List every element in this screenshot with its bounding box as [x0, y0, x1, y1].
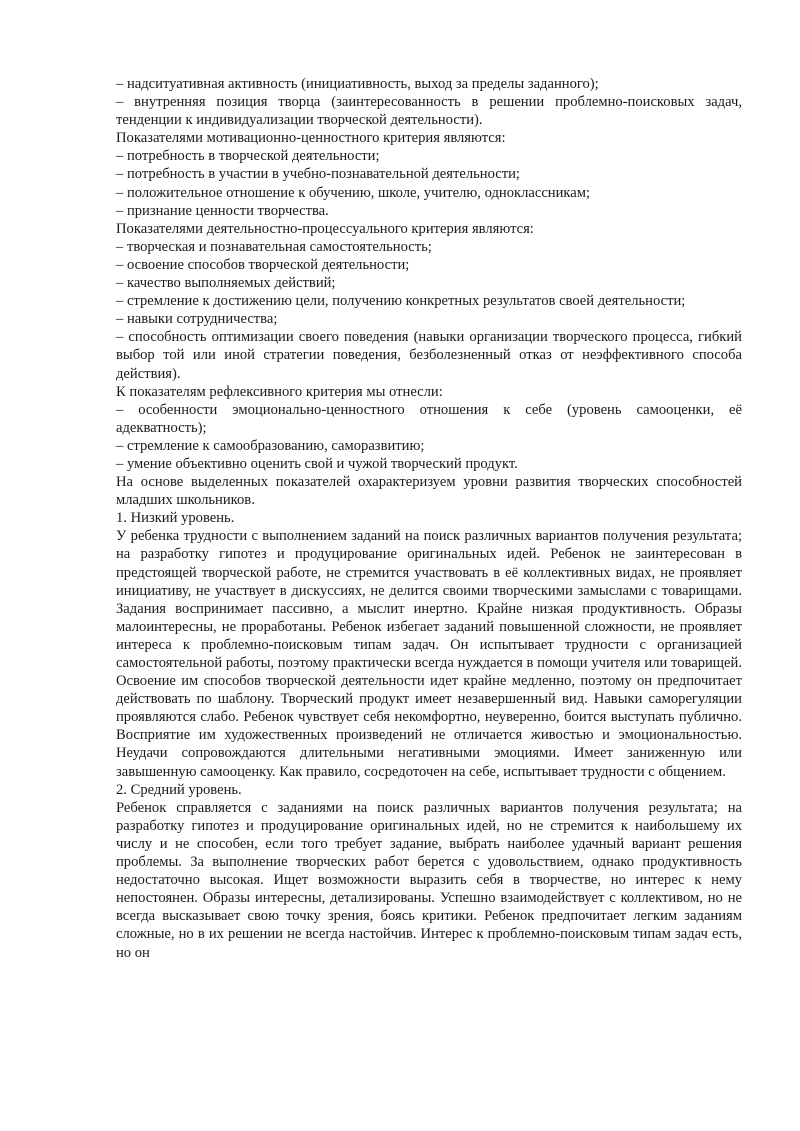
list-item-positive-attitude: – положительное отношение к обучению, школе, учителю, одноклассникам;: [116, 184, 591, 201]
paragraph-reflexive-criterion-heading: К показателям рефлексивного критерия мы отнесли:: [116, 383, 443, 400]
list-item-methods-mastery: – освоение способов творческой деятельности;: [116, 256, 410, 273]
list-item-need-learning-participation: – потребность в участии в учебно-познавательной деятельности;: [116, 166, 520, 183]
list-item-independence: – творческая и познавательная самостоятельность;: [116, 238, 432, 255]
paragraph-medium-level-description: Ребенок справляется с заданиями на поиск различных вариантов получения результата; на разработку гипотез и продуцирование оригинальных идей, но не стремится к наибольшему их числу и не способен, если того требует задание, выбрать наиболее удачный вариант решения проблемы. За выполнение творческих работ берется с удовольствием, однако продуктивность недостаточно высокая. Ищет возможности выразить себя в творчестве, но интерес к нему непостоянен. Образы интересны, детализированы. Успешно взаимодействует с коллективом, но не всегда высказывает свою точку зрения, боясь критики. Ребенок предпочитает легким заданиям сложные, но в их решении не всегда настойчив. Интерес к проблемно-поисковым типам задач есть, но он: [116, 799, 742, 961]
list-item-cooperation-skills: – навыки сотрудничества;: [116, 311, 278, 328]
paragraph-motivational-criterion-heading: Показателями мотивационно-ценностного критерия являются:: [116, 130, 506, 147]
list-item-supra-situational-activity: – надситуативная активность (инициативность, выход за пределы заданного);: [116, 76, 599, 92]
list-item-product-evaluation: – умение объективно оценить свой и чужой творческий продукт.: [116, 455, 518, 472]
list-item-value-of-creativity: – признание ценности творчества.: [116, 202, 329, 219]
list-item-creator-position: – внутренняя позиция творца (заинтересованность в решении проблемно-поисковых задач, тенденции к индивидуализации творческой деятельности).: [116, 94, 742, 129]
heading-medium-level: 2. Средний уровень.: [116, 781, 242, 798]
list-item-action-quality: – качество выполняемых действий;: [116, 275, 336, 292]
paragraph-low-level-description: У ребенка трудности с выполнением заданий на поиск различных вариантов получения результата; на разработку гипотез и продуцирование оригинальных идей. Ребенок не заинтересован в предстоящей творческой работе, не стремится участвовать в её коллективных видах, не проявляет инициативу, не участвует в дискуссиях, не делится своими творческими замыслами с товарищами. Задания воспринимает пассивно, а мыслит инертно. Крайне низкая продуктивность. Образы малоинтересны, не проработаны. Ребенок избегает заданий повышенной сложности, не проявляет интереса к проблемно-поисковым типам задач. Он испытывает трудности с организацией самостоятельной работы, поэтому практически всегда нуждается в помощи учителя или товарищей. Освоение им способов творческой деятельности идет крайне медленно, поэтому он предпочитает действовать по шаблону. Творческий продукт имеет незавершенный вид. Навыки саморегуляции проявляются слабо. Ребенок чувствует себя некомфортно, неуверенно, боится выступать публично. Восприятие им художественных произведений не отличается живостью и эмоциональностью. Неудачи сопровождаются длительными негативными эмоциями. Имеет заниженную или завышенную самооценку. Как правило, сосредоточен на себе, испытывает трудности с общением.: [116, 528, 742, 780]
document-page: [116, 75, 742, 962]
paragraph-activity-criterion-heading: Показателями деятельностно-процессуального критерия являются:: [116, 220, 534, 237]
list-item-need-creative-activity: – потребность в творческой деятельности;: [116, 148, 380, 165]
list-item-self-education: – стремление к самообразованию, саморазвитию;: [116, 437, 425, 454]
heading-low-level: 1. Низкий уровень.: [116, 510, 235, 527]
paragraph-levels-intro: На основе выделенных показателей охарактеризуем уровни развития творческих способностей младших школьников.: [116, 474, 742, 509]
list-item-self-attitude: – особенности эмоционально-ценностного отношения к себе (уровень самооценки, её адекватность);: [116, 401, 742, 436]
list-item-goal-striving: – стремление к достижению цели, получению конкретных результатов своей деятельности;: [116, 293, 686, 310]
list-item-behavior-optimization: – способность оптимизации своего поведения (навыки организации творческого процесса, гибкий выбор той или иной стратегии поведения, безболезненный отказ от неэффективного способа действия).: [116, 329, 742, 382]
